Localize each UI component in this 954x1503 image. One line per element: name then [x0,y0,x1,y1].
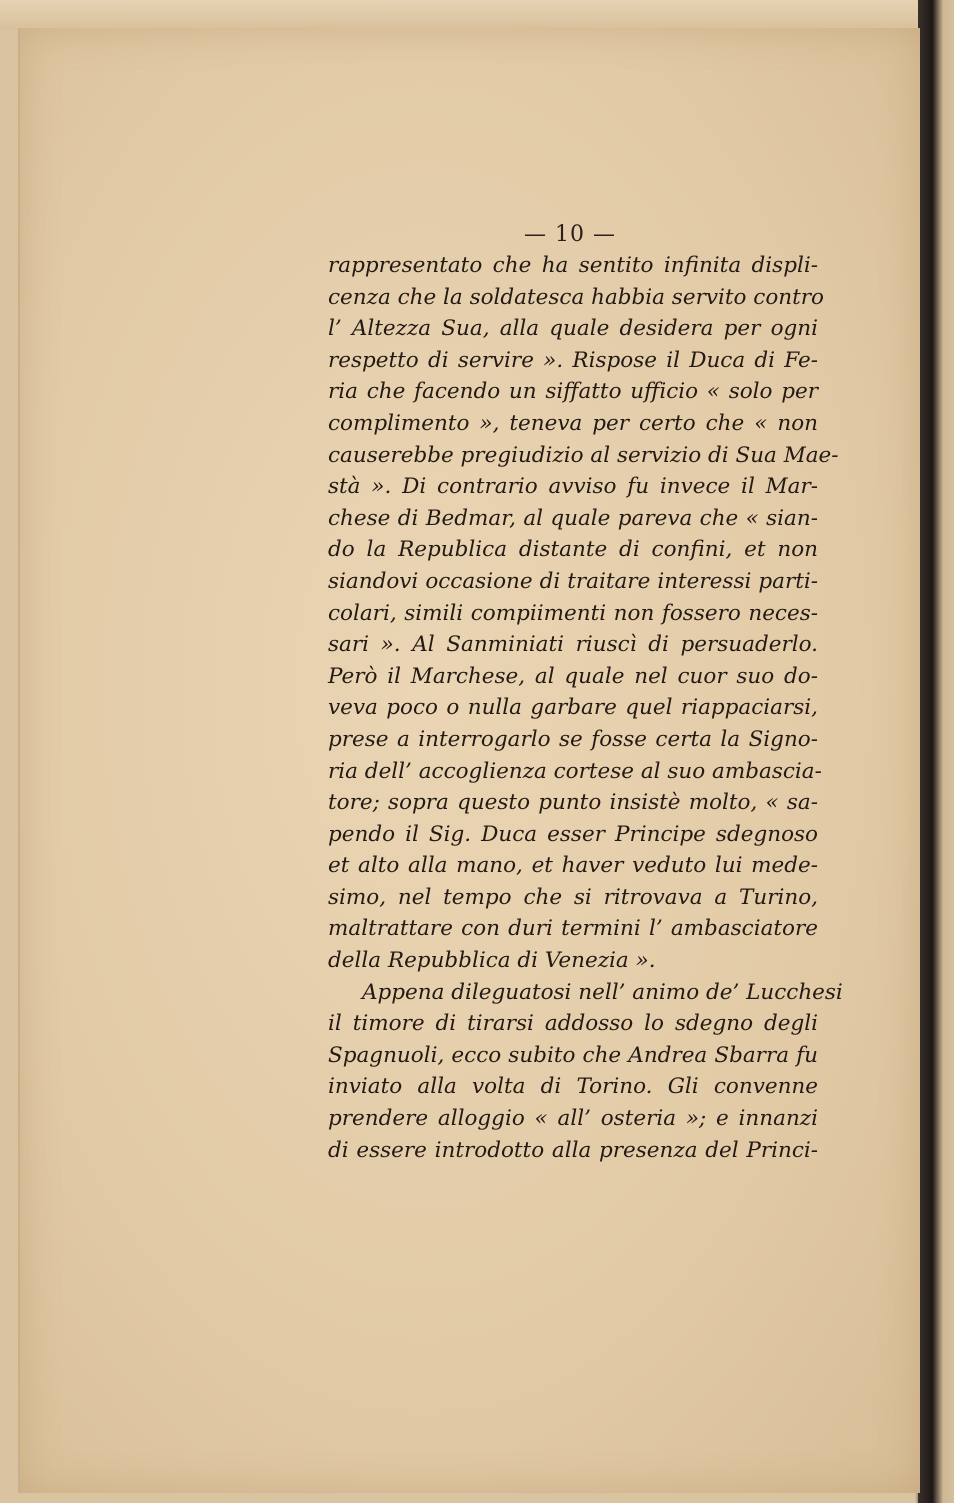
text-line: ria che facendo un siffatto ufficio « solo per [328,379,818,405]
text-line: rappresentato che ha sentito infinita displi- [328,253,818,278]
text-line: pendo il Sig. Duca esser Principe sdegnoso [328,821,818,847]
text-line: cenza che la soldatesca habbia servito contro [328,284,824,310]
text-line: ria dell’ accoglienza cortese al suo ambascia- [328,758,822,784]
text-line: Però il Marchese, al quale nel cuor suo do- [328,663,818,689]
text-line: della Repubblica di Venezia ». [328,948,656,974]
text-line: prese a interrogarlo se fosse certa la Signo- [328,726,818,752]
text-line: causerebbe pregiudizio al servizio di Sua Mae- [328,442,839,468]
text-line: Appena dileguatosi nell’ animo de’ Lucchesi [362,979,843,1005]
text-line: maltrattare con duri termini l’ ambasciatore [328,916,818,942]
page-number: — 10 — [524,222,616,247]
text-line: stà ». Di contrario avviso fu invece il Mar- [328,474,818,500]
text-line: veva poco o nulla garbare quel riappaciarsi, [328,695,818,721]
text-line: l’ Altezza Sua, alla quale desidera per ogni [328,316,818,342]
text-line: di essere introdotto alla presenza del Princi- [328,1137,818,1163]
text-line: sari ». Al Sanminiati riuscì di persuaderlo. [328,632,818,658]
text-line: il timore di tirarsi addosso lo sdegno degli [328,1011,818,1037]
text-line: colari, simili compiimenti non fossero neces- [328,600,818,626]
binding-edge [918,0,954,1503]
text-line: Spagnuoli, ecco subito che Andrea Sbarra fu [328,1042,818,1068]
adjacent-page-edge [0,0,954,30]
text-line: chese di Bedmar, al quale pareva che « sian- [328,505,818,531]
text-line: do la Republica distante di confini, et non [328,537,818,563]
text-line: inviato alla volta di Torino. Gli convenne [328,1074,818,1100]
body-text [328,250,843,1166]
text-line: complimento », teneva per certo che « non [328,410,818,436]
text-line: siandovi occasione di traitare interessi parti- [328,568,818,594]
text-line: simo, nel tempo che si ritrovava a Turino, [328,884,818,910]
text-line: tore; sopra questo punto insistè molto, « sa- [328,790,818,816]
text-line: prendere alloggio « all’ osteria »; e innanzi [328,1106,818,1132]
text-line: et alto alla mano, et haver veduto lui mede- [328,853,818,879]
text-line: respetto di servire ». Rispose il Duca di Fe- [328,347,818,373]
